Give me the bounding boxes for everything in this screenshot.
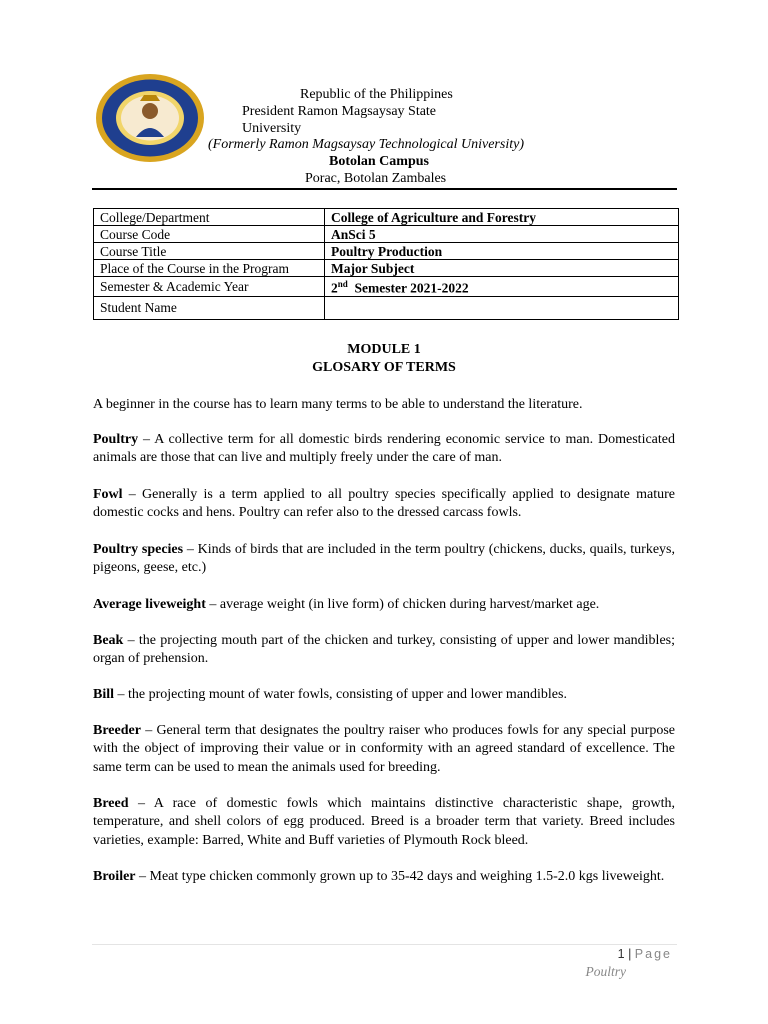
university-seal-logo [94, 73, 206, 163]
footer-subject: Poultry [585, 964, 626, 979]
term-entry [93, 541, 675, 578]
term-entry [93, 486, 675, 523]
term-name: Breeder [93, 723, 141, 738]
header-formerly: (Formerly Ramon Magsaysay Technological University) [208, 137, 524, 152]
table-row [94, 260, 679, 277]
header-address: Porac, Botolan Zambales [305, 171, 447, 186]
table-row [94, 209, 679, 226]
term-name: Poultry [93, 432, 139, 447]
term-entry [93, 868, 675, 886]
term-definition: – A race of domestic fowls which maintains distinctive characteristic shape, growth, temperature, and shell colors of egg produced. Breed is a broader term that variety. Breed includes varieties, example: Barred, White and Buff varieties of Plymouth Rock bleed. [93, 796, 675, 848]
header-divider [92, 188, 677, 190]
term-name: Beak [93, 633, 124, 648]
term-entry [93, 795, 675, 850]
term-name: Average liveweight [93, 597, 206, 612]
table-label: Place of the Course in the Program [94, 260, 325, 277]
term-definition: – the projecting mount of water fowls, consisting of upper and lower mandibles. [114, 687, 567, 702]
student-name-field [325, 296, 679, 319]
table-row [94, 226, 679, 243]
table-label: Semester & Academic Year [94, 277, 325, 297]
footer-divider [92, 944, 677, 945]
table-label: Course Title [94, 243, 325, 260]
term-name: Fowl [93, 487, 123, 502]
term-definition: – average weight (in live form) of chicken during harvest/market age. [205, 597, 600, 612]
table-label: Student Name [94, 296, 325, 319]
term-definition: – Kinds of birds that are included in the term poultry (chickens, ducks, quails, turkeys, pigeons, geese, etc.) [93, 542, 675, 576]
table-value-semester: 2nd Semester 2021-2022 [325, 277, 679, 297]
term-definition: – A collective term for all domestic birds rendering economic service to man. Domesticated animals are those that can live and multiply freely under the care of man. [93, 432, 675, 466]
term-definition: – the projecting mouth part of the chicken and turkey, consisting of upper and lower mandibles; organ of prehension. [93, 633, 675, 667]
table-label: College/Department [94, 209, 325, 226]
table-row [94, 277, 679, 297]
intro-paragraph: A beginner in the course has to learn many terms to be able to understand the literature. [93, 397, 583, 412]
term-name: Breed [93, 796, 129, 811]
course-info-table [93, 208, 679, 320]
header-campus: Botolan Campus [329, 154, 429, 169]
table-row [94, 296, 679, 319]
term-definition: – Generally is a term applied to all poultry species specifically applied to designate mature domestic cocks and hens. Poultry can refer also to the dressed carcass fowls. [93, 487, 675, 521]
table-label: Course Code [94, 226, 325, 243]
term-entry [93, 686, 675, 704]
term-entry [93, 596, 675, 614]
term-name: Bill [93, 687, 115, 702]
page-number: 1 | Page [617, 947, 672, 961]
term-definition: – General term that designates the poultry raiser who produces fowls for any special purpose with the object of improving their value or in conformity with an agreed standard of excellence. The same term can be used to mean the animals used for breeding. [93, 723, 675, 775]
table-row [94, 243, 679, 260]
table-value: Poultry Production [325, 243, 679, 260]
header-university-name-cont: University [242, 121, 302, 136]
term-definition: – Meat type chicken commonly grown up to 35-42 days and weighing 1.5-2.0 kgs liveweight. [135, 869, 665, 884]
term-name: Poultry species [93, 542, 184, 557]
header-republic: Republic of the Philippines [300, 87, 453, 102]
table-value: AnSci 5 [325, 226, 679, 243]
term-entry [93, 632, 675, 669]
module-subtitle: GLOSARY OF TERMS [312, 360, 456, 375]
term-entry [93, 431, 675, 468]
module-title: MODULE 1 [347, 342, 421, 357]
term-name: Broiler [93, 869, 136, 884]
term-entry [93, 722, 675, 777]
table-value: College of Agriculture and Forestry [325, 209, 679, 226]
header-university-name: President Ramon Magsaysay State [242, 104, 437, 119]
table-value: Major Subject [325, 260, 679, 277]
